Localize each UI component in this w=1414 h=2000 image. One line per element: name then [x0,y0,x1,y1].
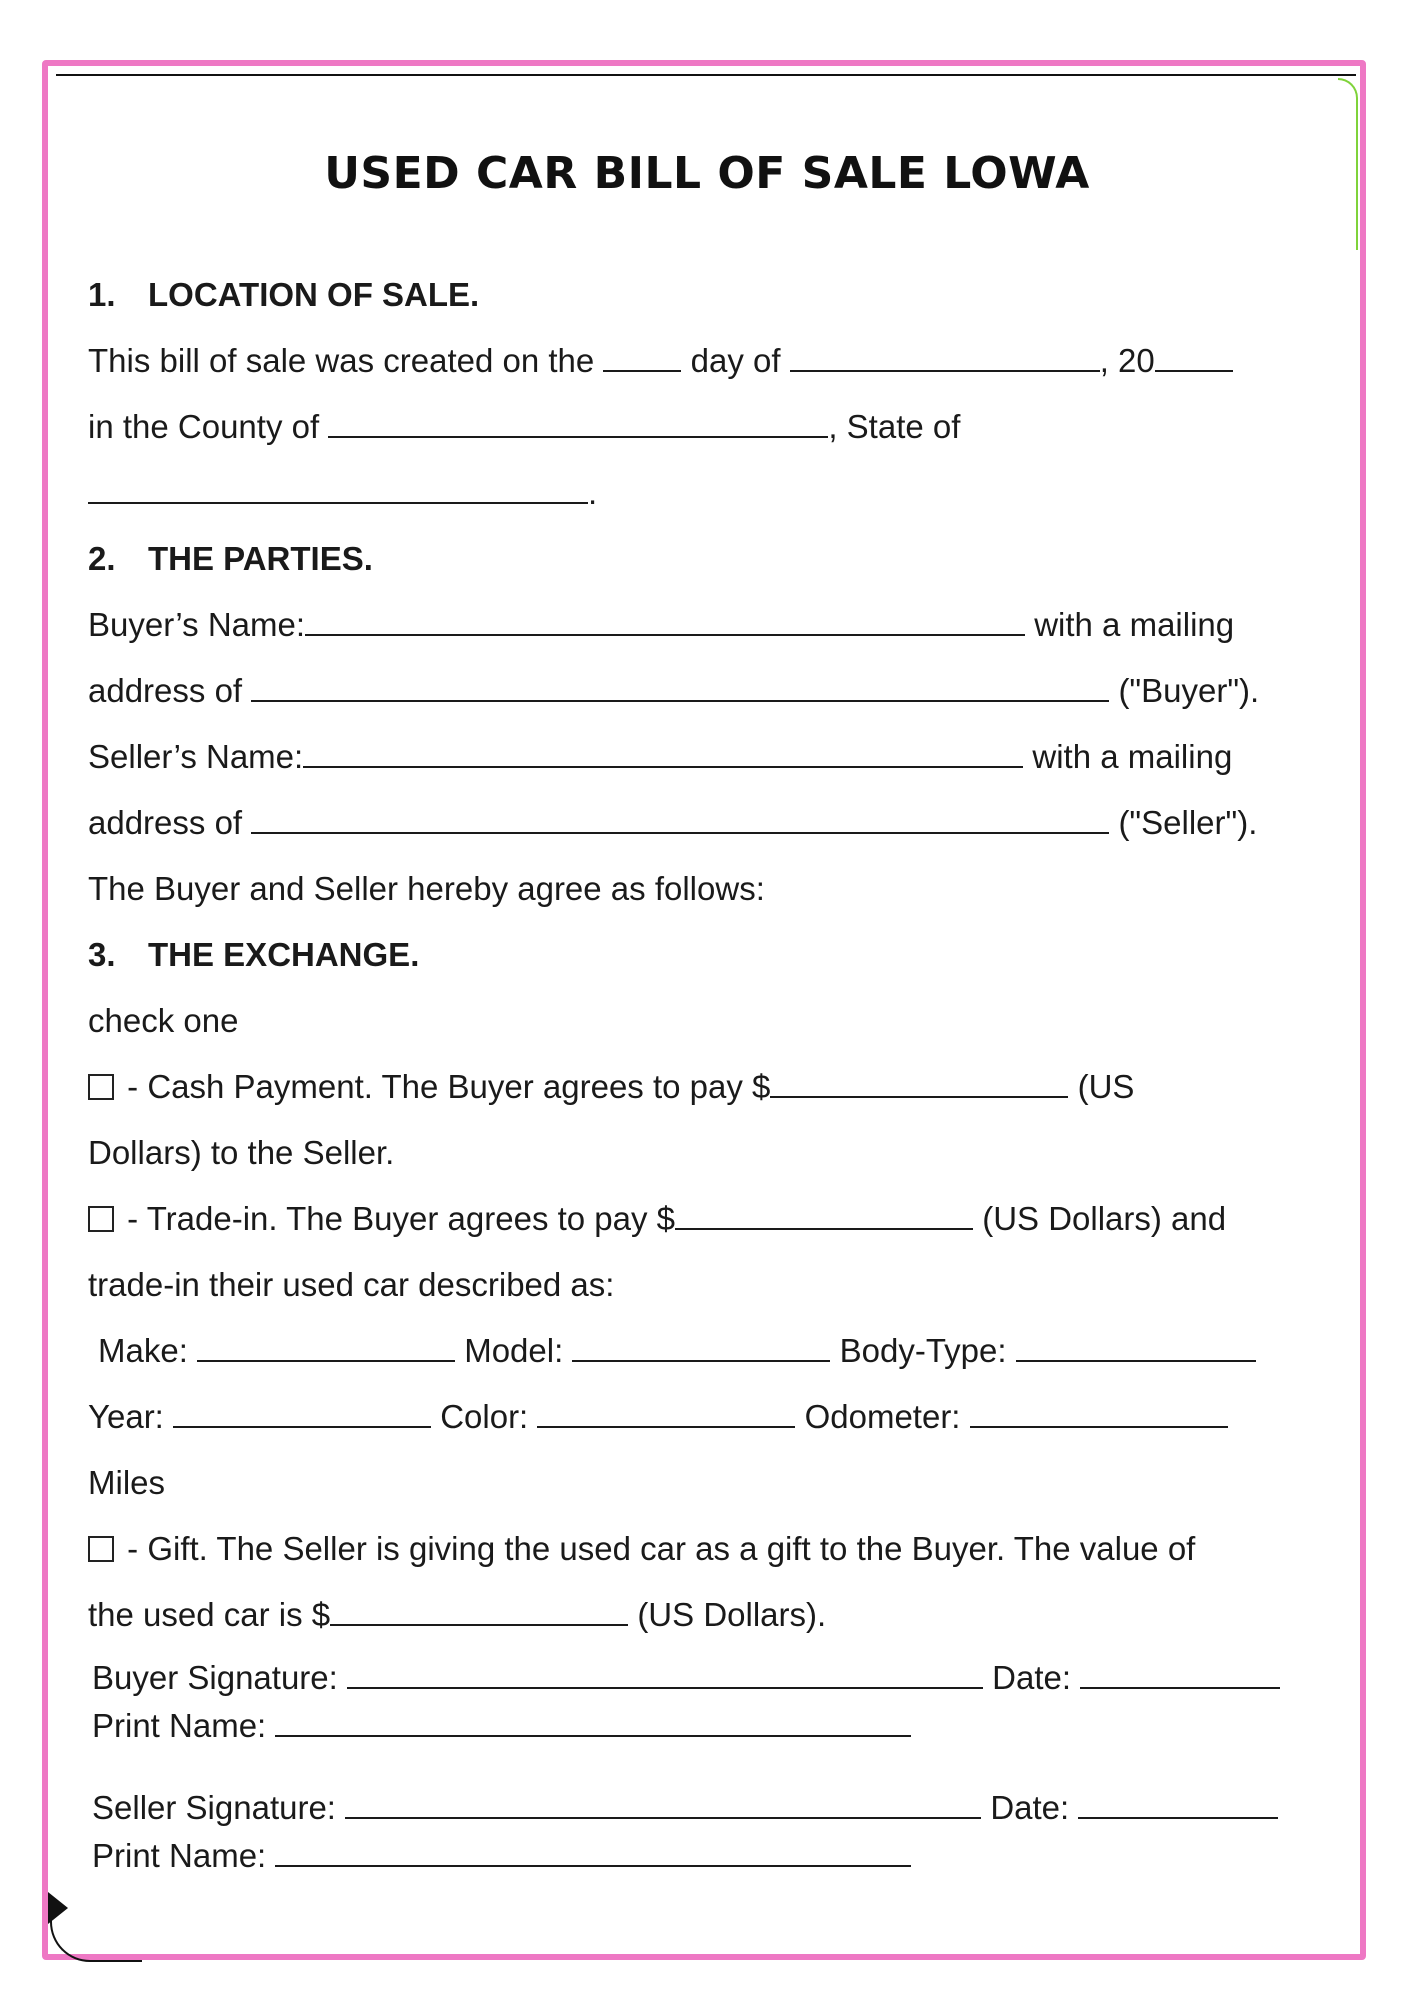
seller-address-line [88,790,1348,856]
trade-amount-field[interactable] [675,1202,973,1230]
cash-line2-text: Dollars) to the Seller. [88,1134,395,1171]
buyer-signature-label: Buyer Signature: [92,1659,338,1696]
document-body [88,262,1348,1880]
section-number: 2. [88,540,116,577]
date-label: Date: [992,1659,1072,1696]
section-number: 1. [88,276,116,313]
cash-checkbox[interactable] [88,1074,114,1100]
body-type-field[interactable] [1016,1334,1256,1362]
gift-text: - Gift. The Seller is giving the used car as a gift to the Buyer. The value of [127,1530,1196,1567]
trade-option-line [88,1186,1348,1252]
seller-suffix: ("Seller"). [1118,804,1258,841]
address-of-text: address of [88,804,243,841]
section-heading-parties [88,526,1348,592]
document-title: USED CAR BILL OF SALE LOWA [324,148,1090,199]
seller-print-name-field[interactable] [275,1839,911,1867]
trade-checkbox[interactable] [88,1206,114,1232]
seller-date-field[interactable] [1078,1791,1278,1819]
day-field[interactable] [603,344,681,372]
gift-option-line [88,1516,1348,1582]
gift-value-field[interactable] [330,1598,628,1626]
seller-print-name-line [88,1832,1348,1880]
trade-option-line-2 [88,1252,1348,1318]
agree-line [88,856,1348,922]
seller-name-label: Seller’s Name: [88,738,304,775]
seller-signature-block [88,1784,1348,1880]
cash-option-line [88,1054,1348,1120]
seller-name-line [88,724,1348,790]
odometer-field[interactable] [970,1400,1228,1428]
model-field[interactable] [572,1334,830,1362]
period-text: . [588,474,598,511]
print-name-label: Print Name: [92,1707,267,1744]
vehicle-line-1 [88,1318,1348,1384]
buyer-name-field[interactable] [305,608,1025,636]
gift-line2-text: the used car is $ [88,1596,331,1633]
buyer-print-name-field[interactable] [275,1709,911,1737]
signature-gap [88,1750,1348,1778]
trade-suffix: (US Dollars) and [982,1200,1227,1237]
buyer-name-line [88,592,1348,658]
buyer-date-field[interactable] [1080,1661,1280,1689]
check-one-text: check one [88,1002,239,1039]
miles-line [88,1450,1348,1516]
odometer-label: Odometer: [804,1398,961,1435]
vehicle-line-2 [88,1384,1348,1450]
created-text: This bill of sale was created on the [88,342,595,379]
buyer-name-label: Buyer’s Name: [88,606,306,643]
seller-name-field[interactable] [303,740,1023,768]
seller-signature-line [88,1784,1348,1832]
location-line-2 [88,394,1348,460]
location-line-3 [88,460,1348,526]
year-prefix-text: , 20 [1099,342,1155,379]
date-label: Date: [990,1789,1070,1826]
county-field[interactable] [328,410,828,438]
address-of-text: address of [88,672,243,709]
buyer-address-field[interactable] [251,674,1109,702]
day-of-text: day of [690,342,781,379]
seller-address-field[interactable] [251,806,1109,834]
year-label: Year: [88,1398,164,1435]
location-line-1 [88,328,1348,394]
top-rule [56,74,1356,76]
section-heading-location [88,262,1348,328]
county-label: in the County of [88,408,320,445]
year-field[interactable] [1155,344,1233,372]
with-mailing-text: with a mailing [1032,738,1233,775]
section-title: THE PARTIES. [148,540,373,577]
make-field[interactable] [197,1334,455,1362]
section-heading-exchange [88,922,1348,988]
miles-label: Miles [88,1464,166,1501]
check-one-line [88,988,1348,1054]
section-title: THE EXCHANGE. [148,936,420,973]
buyer-signature-line [88,1654,1348,1702]
gift-suffix: (US Dollars). [637,1596,827,1633]
body-type-label: Body-Type: [839,1332,1007,1369]
seller-signature-field[interactable] [345,1791,981,1819]
color-field[interactable] [537,1400,795,1428]
print-name-label: Print Name: [92,1837,267,1874]
cash-suffix: (US [1077,1068,1135,1105]
trade-line2-text: trade-in their used car described as: [88,1266,615,1303]
make-label: Make: [98,1332,188,1369]
color-label: Color: [440,1398,529,1435]
cash-option-line-2 [88,1120,1348,1186]
trade-text: - Trade-in. The Buyer agrees to pay $ [127,1200,676,1237]
buyer-signature-block [88,1654,1348,1750]
with-mailing-text: with a mailing [1034,606,1235,643]
section-number: 3. [88,936,116,973]
agree-text: The Buyer and Seller hereby agree as follows: [88,870,765,907]
seller-signature-label: Seller Signature: [92,1789,336,1826]
gift-checkbox[interactable] [88,1536,114,1562]
section-title: LOCATION OF SALE. [148,276,480,313]
vehicle-year-field[interactable] [173,1400,431,1428]
gift-option-line-2 [88,1582,1348,1648]
model-label: Model: [464,1332,564,1369]
cash-text: - Cash Payment. The Buyer agrees to pay $ [127,1068,771,1105]
state-label: , State of [828,408,961,445]
buyer-suffix: ("Buyer"). [1118,672,1260,709]
cash-amount-field[interactable] [770,1070,1068,1098]
buyer-print-name-line [88,1702,1348,1750]
buyer-signature-field[interactable] [347,1661,983,1689]
buyer-address-line [88,658,1348,724]
state-field[interactable] [88,476,588,504]
month-field[interactable] [790,344,1100,372]
